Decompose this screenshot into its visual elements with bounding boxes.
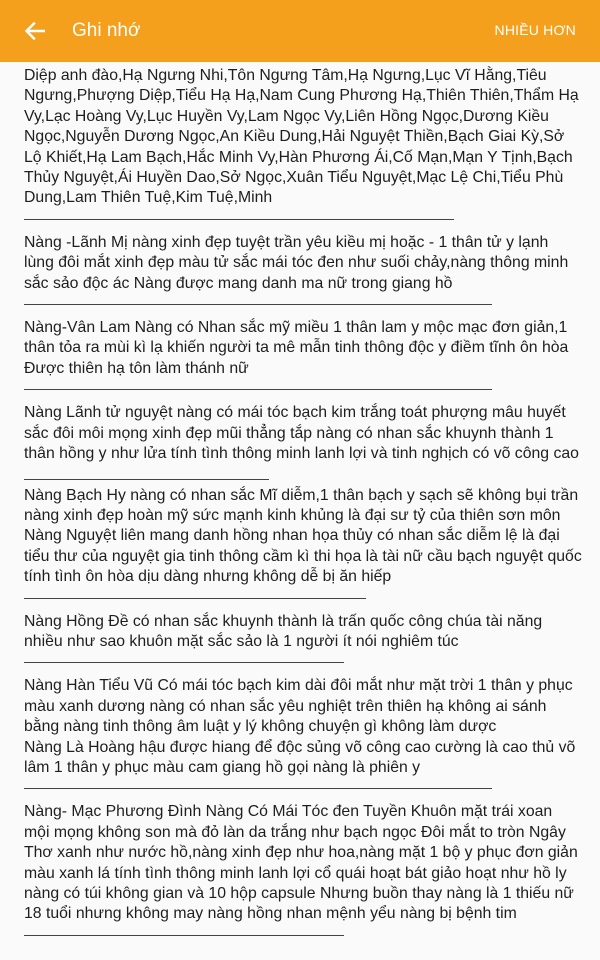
note-paragraph: Nàng -Lãnh Mị nàng xinh đẹp tuyệt trần yêu kiều mị hoặc - 1 thân tử y lạnh lùng đôi mắt xinh đẹp màu tử sắc mái tóc đen như suối chảy,nàng thông minh sắc sảo độc ác Nàng được mang danh ma nữ trong giang hồ: [24, 233, 569, 292]
arrow-left-icon: [25, 22, 45, 40]
note-paragraph: Nàng- Mạc Phương Đình Nàng Có Mái Tóc đen Tuyền Khuôn mặt trái xoan mội mọng không son mà đỏ làn da trắng như bạch ngọc Đôi mắt to tròn Ngây Thơ xanh như nước hồ,nàng xinh đẹp như hoa,nàng mặt 1 bộ y phục đơn giản màu xanh lá tính tình thông minh lanh lợi cổ quái hoạt bát giảo hoạt như hồ ly nàng có túi không gian và 10 hộp capsule Nhưng buồn thay nàng là 1 thiếu nữ 18 tuổi nhưng không may nàng hồng nhan mệnh yểu nàng bị bệnh tim: [24, 803, 578, 923]
more-button[interactable]: NHIỀU HƠN: [494, 22, 576, 38]
note-paragraph: Diệp anh đào,Hạ Ngưng Nhi,Tôn Ngưng Tâm,Hạ Ngưng,Lục Vĩ Hằng,Tiêu Ngưng,Phượng Diệp,Tiểu Hạ Hạ,Nam Cung Phương Hạ,Thiên Thiên,Thẩm Hạ Vy,Lạc Hoàng Vy,Lục Huyền Vy,Lam Ngọc Vy,Liên Hồng Ngọc,Dương Kiều Ngọc,Nguyễn Dương Ngọc,An Kiều Dung,Hải Nguyệt Thiền,Bạch Giai Kỳ,Sở Lộ Khiết,Hạ Lam Bạch,Hắc Minh Vy,Hàn Phương Ái,Cố Mạn,Mạn Y Tịnh,Bạch Thủy Nguyệt,Ái Huyền Dao,Sở Ngọc,Xuân Tiểu Nguyệt,Mạc Lệ Chi,Tiểu Phù Dung,Lam Thiên Tuệ,Kim Tuệ,Minh: [24, 67, 579, 207]
divider: [24, 788, 492, 789]
back-button[interactable]: [22, 18, 48, 44]
app-bar: [0, 0, 600, 62]
page-title: Ghi nhớ: [72, 20, 141, 41]
note-paragraph: Nàng-Vân Lam Nàng có Nhan sắc mỹ miều 1 thân lam y mộc mạc đơn giản,1 thân tỏa ra mùi kì lạ khiến người ta mê mẫn tinh thông độc y điềm tĩnh ôn hòa Được thiên hạ tôn làm thánh nữ: [24, 319, 569, 377]
note-paragraph: Nàng Hàn Tiểu Vũ Có mái tóc bạch kim dài đôi mắt như mặt trời 1 thân y phục màu xanh dương nàng có nhan sắc yêu nghiệt trên thiên hạ không ai sánh bằng nàng tinh thông âm luật y lý không chuyện gì không làm dược: [24, 677, 573, 736]
note-paragraph: Nàng Hồng Đề có nhan sắc khuynh thành là trấn quốc công chúa tài năng nhiều như sao khuôn mặt sắc sảo là 1 người ít nói nghiêm túc: [24, 612, 543, 650]
note-paragraph: Nàng Lãnh tử nguyệt nàng có mái tóc bạch kim trắng toát phượng mâu huyết sắc đôi môi mọng xinh đẹp mũi thẳng tắp nàng có nhan sắc khuynh thành 1 thân hồng y như lửa tính tình thông minh lanh lợi và tinh nghịch có võ công cao: [24, 404, 579, 463]
note-paragraph: Nàng Nguyệt liên mang danh hồng nhan họa thủy có nhan sắc diễm lệ là đại tiểu thư của nguyệt gia tinh thông cầm kì thi họa là tài nữ cầu bạch nguyệt quốc tính tình ôn hòa dịu dàng nhưng không dễ bị ăn hiếp: [24, 527, 582, 586]
divider: [24, 662, 344, 663]
divider: [24, 598, 366, 599]
note-paragraph: Nàng Bạch Hy nàng có nhan sắc Mĩ diễm,1 thân bạch y sạch sẽ không bụi trần nàng xinh đẹp hoàn mỹ sức mạnh kinh khủng là đại sư tỷ của thiên sơn môn: [24, 486, 579, 524]
note-paragraph: Nàng Là Hoàng hậu được hiang để độc sủng võ công cao cường là cao thủ võ lâm 1 thân y phục màu cam giang hồ gọi nàng là phiên y: [24, 738, 576, 776]
divider: [24, 219, 454, 220]
divider: [24, 304, 492, 305]
divider: [24, 479, 269, 480]
divider: [24, 389, 492, 390]
note-body[interactable]: [0, 62, 600, 960]
divider: [24, 935, 344, 936]
